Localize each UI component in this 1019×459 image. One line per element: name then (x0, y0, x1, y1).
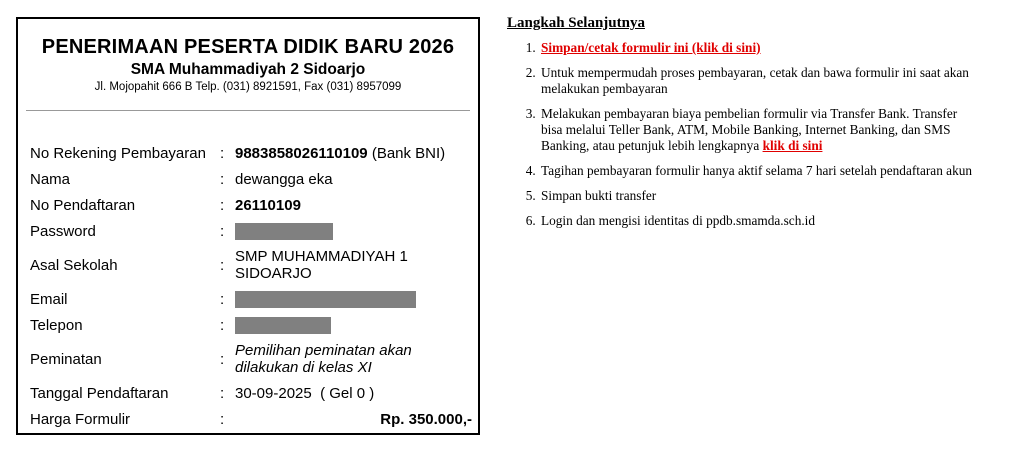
header-divider (26, 110, 470, 111)
account-number: 9883858026110109 (235, 144, 368, 162)
step-4: 4. Tagihan pembayaran formulir hanya aktif selama 7 hari setelah pendaftaran akun (539, 163, 977, 179)
school-address: Jl. Mojopahit 666 B Telp. (031) 8921591, Fax (031) 8957099 (94, 81, 402, 93)
peminatan-line: Pemilihan peminatan akan (235, 342, 412, 359)
colon: : (220, 144, 225, 162)
step-1 (539, 40, 977, 56)
value-peminatan (235, 342, 474, 376)
row-telepon (30, 312, 474, 338)
label-pendaftaran: No Pendaftaran (30, 196, 136, 214)
row-nama (30, 166, 474, 192)
row-pendaftaran (30, 192, 474, 218)
colon: : (220, 384, 225, 402)
row-asal-sekolah (30, 244, 474, 286)
step-3 (539, 106, 977, 154)
step-2: 2. Untuk mempermudah proses pembayaran, cetak dan bawa formulir ini saat akan melakukan pembayaran (539, 65, 977, 97)
value-asal-sekolah (235, 248, 474, 282)
payment-guide-link[interactable]: klik di sini (762, 138, 823, 153)
peminatan-line: dilakukan di kelas XI (235, 359, 372, 376)
colon: : (220, 316, 225, 334)
label-rekening: No Rekening Pembayaran (30, 144, 206, 162)
value-tanggal: 30-09-2025 ( Gel 0 ) (235, 384, 375, 402)
label-harga: Harga Formulir (30, 410, 131, 428)
bank-name: (Bank BNI) (367, 144, 446, 162)
row-rekening (30, 140, 474, 166)
print-form-link[interactable]: Simpan/cetak formulir ini (klik di sini) (541, 40, 761, 55)
registration-details (30, 140, 474, 432)
step-6: 6. Login dan mengisi identitas di ppdb.smamda.sch.id (539, 213, 977, 229)
next-steps-list (507, 40, 977, 229)
redacted-password (235, 223, 333, 240)
row-email (30, 286, 474, 312)
colon: : (220, 410, 225, 428)
label-email: Email (30, 290, 68, 308)
row-peminatan (30, 338, 474, 380)
value-harga: Rp. 350.000,- (380, 410, 472, 428)
colon: : (220, 290, 225, 308)
colon: : (220, 256, 225, 274)
label-peminatan: Peminatan (30, 350, 102, 368)
row-tanggal (30, 380, 474, 406)
next-steps-heading: Langkah Selanjutnya (507, 15, 645, 31)
row-harga (30, 406, 474, 432)
label-password: Password (30, 222, 96, 240)
school-name: SMA Muhammadiyah 2 Sidoarjo (130, 61, 366, 78)
asal-sekolah-line: SMP MUHAMMADIYAH 1 (235, 248, 408, 265)
value-pendaftaran: 26110109 (235, 196, 301, 214)
form-title: PENERIMAAN PESERTA DIDIK BARU 2026 (41, 36, 455, 58)
value-rekening (235, 145, 474, 162)
step-5: 5. Simpan bukti transfer (539, 188, 977, 204)
colon: : (220, 196, 225, 214)
value-nama: dewangga eka (235, 170, 333, 188)
step-3-text: Melakukan pembayaran biaya pembelian formulir via Transfer Bank. Transfer bisa melalui Teller Bank, ATM, Mobile Banking, Internet Banking, dan SMS Banking, atau petunjuk lebih lengkapnya (541, 106, 958, 153)
label-nama: Nama (30, 170, 71, 188)
row-password (30, 218, 474, 244)
colon: : (220, 350, 225, 368)
colon: : (220, 222, 225, 240)
registration-form-card (16, 17, 480, 435)
card-header (18, 19, 478, 93)
redacted-email (235, 291, 416, 308)
asal-sekolah-line: SIDOARJO (235, 265, 312, 282)
colon: : (220, 170, 225, 188)
redacted-telepon (235, 317, 331, 334)
label-telepon: Telepon (30, 316, 83, 334)
label-asal-sekolah: Asal Sekolah (30, 256, 118, 274)
label-tanggal: Tanggal Pendaftaran (30, 384, 169, 402)
next-steps-panel (507, 15, 977, 238)
